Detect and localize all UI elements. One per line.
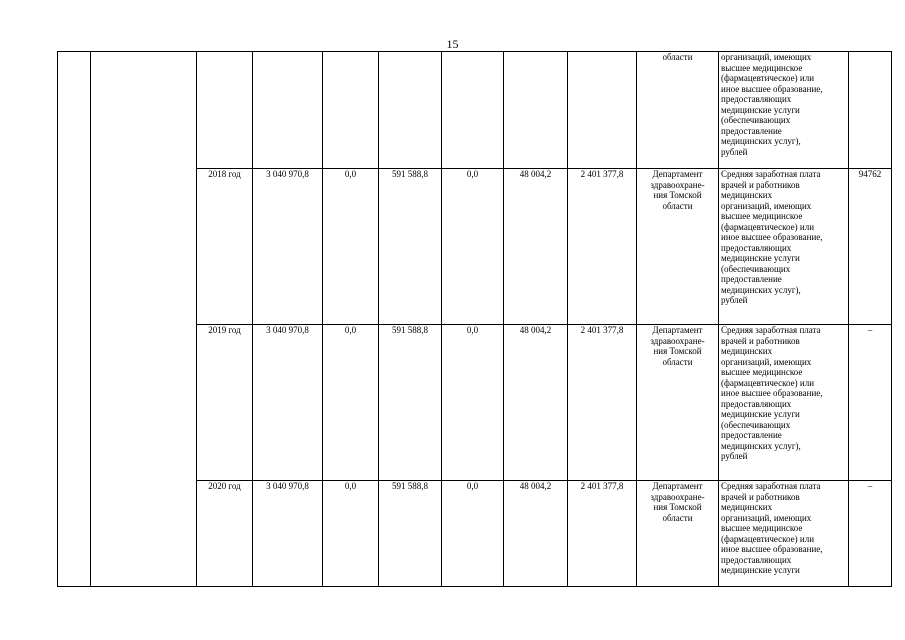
regional-cell: 591 588,8 [379,481,442,587]
value-cell [849,52,892,169]
dept-cell: области [637,52,719,169]
other-cell: 2 401 377,8 [568,325,637,481]
dept-cell: Департамент здравоохране- ния Томской области [637,169,719,325]
local-cell: 0,0 [442,481,504,587]
dept-cell: Департамент здравоохране- ния Томской области [637,481,719,587]
federal-cell: 0,0 [323,325,379,481]
indicator-cell: Средняя заработная плата врачей и работников медицинских организаций, имеющих высшее медицинское (фармацевтическое) или иное высшее образование, предоставляющих медицинские услуги (обеспечивающих предоставление медицинских услуг), рублей [719,325,849,481]
tfoms-cell: 48 004,2 [504,481,568,587]
other-cell [568,52,637,169]
program-table [57,51,892,587]
regional-cell: 591 588,8 [379,325,442,481]
indicator-cell: Средняя заработная плата врачей и работников медицинских организаций, имеющих высшее медицинское (фармацевтическое) или иное высшее образование, предоставляющих медицинские услуги (обеспечивающих предоставление медицинских услуг), рублей [719,169,849,325]
value-cell: – [849,325,892,481]
other-cell: 2 401 377,8 [568,481,637,587]
tfoms-cell: 48 004,2 [504,325,568,481]
regional-cell [379,52,442,169]
federal-cell: 0,0 [323,481,379,587]
year-cell: 2018 год [197,169,253,325]
value-cell: – [849,481,892,587]
empty-cell-name [91,52,197,587]
indicator-cell: Средняя заработная плата врачей и работников медицинских организаций, имеющих высшее медицинское (фармацевтическое) или иное высшее образование, предоставляющих медицинские услуги [719,481,849,587]
local-cell [442,52,504,169]
other-cell: 2 401 377,8 [568,169,637,325]
value-cell: 94762 [849,169,892,325]
federal-cell [323,52,379,169]
indicator-cell: организаций, имеющих высшее медицинское (фармацевтическое) или иное высшее образование, предоставляющих медицинские услуги (обеспечивающих предоставление медицинских услуг), рублей [719,52,849,169]
year-cell [197,52,253,169]
tfoms-cell: 48 004,2 [504,169,568,325]
tfoms-cell [504,52,568,169]
table-row [58,52,892,169]
year-cell: 2020 год [197,481,253,587]
empty-cell-number [58,52,91,587]
local-cell: 0,0 [442,325,504,481]
federal-cell: 0,0 [323,169,379,325]
total-cell: 3 040 970,8 [253,325,323,481]
year-cell: 2019 год [197,325,253,481]
regional-cell: 591 588,8 [379,169,442,325]
total-cell: 3 040 970,8 [253,169,323,325]
page-number: 15 [446,37,459,51]
dept-cell: Департамент здравоохране- ния Томской области [637,325,719,481]
total-cell [253,52,323,169]
total-cell: 3 040 970,8 [253,481,323,587]
local-cell: 0,0 [442,169,504,325]
